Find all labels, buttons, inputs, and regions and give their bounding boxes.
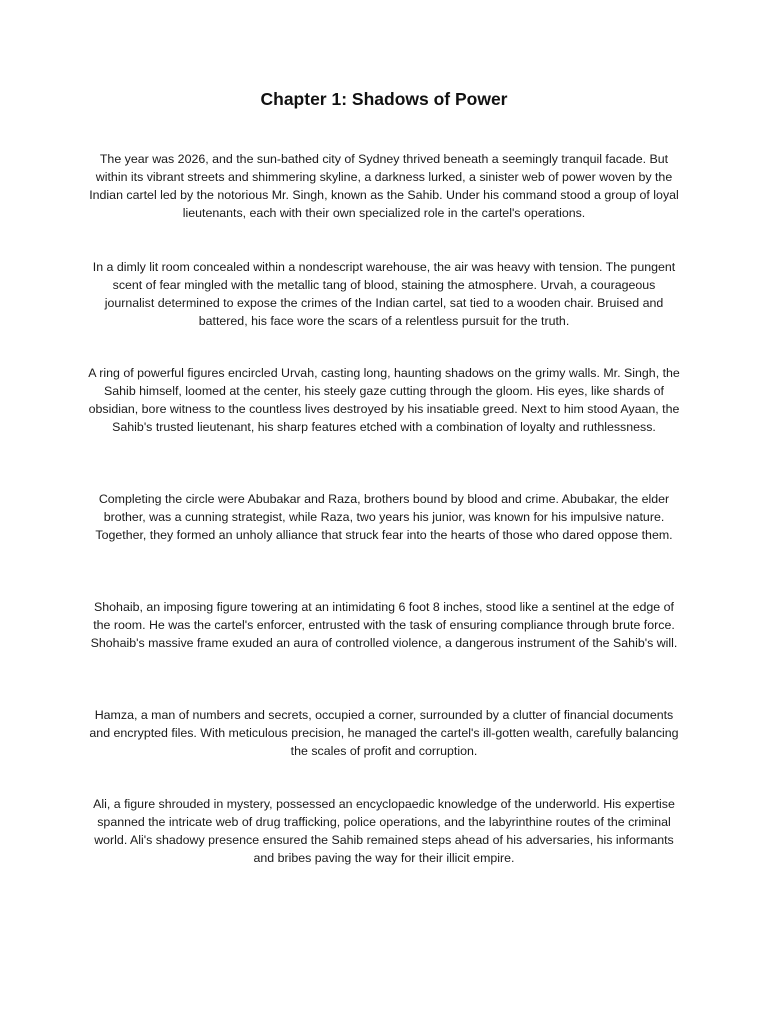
paragraph-warehouse: In a dimly lit room concealed within a nondescript warehouse, the air was heavy with tension. The pungent scent of fear mingled with the metallic tang of blood, staining the atmosphere. Urvah, a courageous journalist determined to expose the crimes of the Indian cartel, sat tied to a wooden chair. Bruised and battered, his face wore the scars of a relentless pursuit for the truth. [92, 260, 676, 328]
paragraph-ali: Ali, a figure shrouded in mystery, possessed an encyclopaedic knowledge of the underworld. His expertise spanned the intricate web of drug trafficking, police operations, and the labyrinthine routes of the criminal world. Ali's shadowy presence ensured the Sahib remained steps ahead of his adversaries, his informants and bribes paving the way for their illicit empire. [93, 797, 675, 865]
paragraph-brothers: Completing the circle were Abubakar and Raza, brothers bound by blood and crime. Abubakar, the elder brother, was a cunning strategist, while Raza, two years his junior, was known for his impulsive nature. Together, they formed an unholy alliance that struck fear into the hearts of those who dared oppose them. [95, 492, 673, 542]
paragraph-ring-of-figures: A ring of powerful figures encircled Urvah, casting long, haunting shadows on the grimy walls. Mr. Singh, the Sahib himself, loomed at the center, his steely gaze cutting through the gloom. His eyes, like shards of obsidian, bore witness to the countless lives destroyed by his insatiable greed. Next to him stood Ayaan, the Sahib's trusted lieutenant, his sharp features etched with a combination of loyalty and ruthlessness. [88, 366, 680, 434]
paragraph-hamza: Hamza, a man of numbers and secrets, occupied a corner, surrounded by a clutter of financial documents and encrypted files. With meticulous precision, he managed the cartel's ill-gotten wealth, carefully balancing the scales of profit and corruption. [89, 708, 679, 758]
paragraph-shohaib: Shohaib, an imposing figure towering at an intimidating 6 foot 8 inches, stood like a sentinel at the edge of the room. He was the cartel's enforcer, entrusted with the task of ensuring compliance through brute force. Shohaib's massive frame exuded an aura of controlled violence, a dangerous instrument of the Sahib's will. [90, 600, 678, 650]
paragraph-intro: The year was 2026, and the sun-bathed city of Sydney thrived beneath a seemingly tranquil facade. But within its vibrant streets and shimmering skyline, a darkness lurked, a sinister web of power woven by the Indian cartel led by the notorious Mr. Singh, known as the Sahib. Under his command stood a group of loyal lieutenants, each with their own specialized role in the cartel's operations. [89, 152, 679, 220]
chapter-title: Chapter 1: Shadows of Power [260, 89, 508, 109]
